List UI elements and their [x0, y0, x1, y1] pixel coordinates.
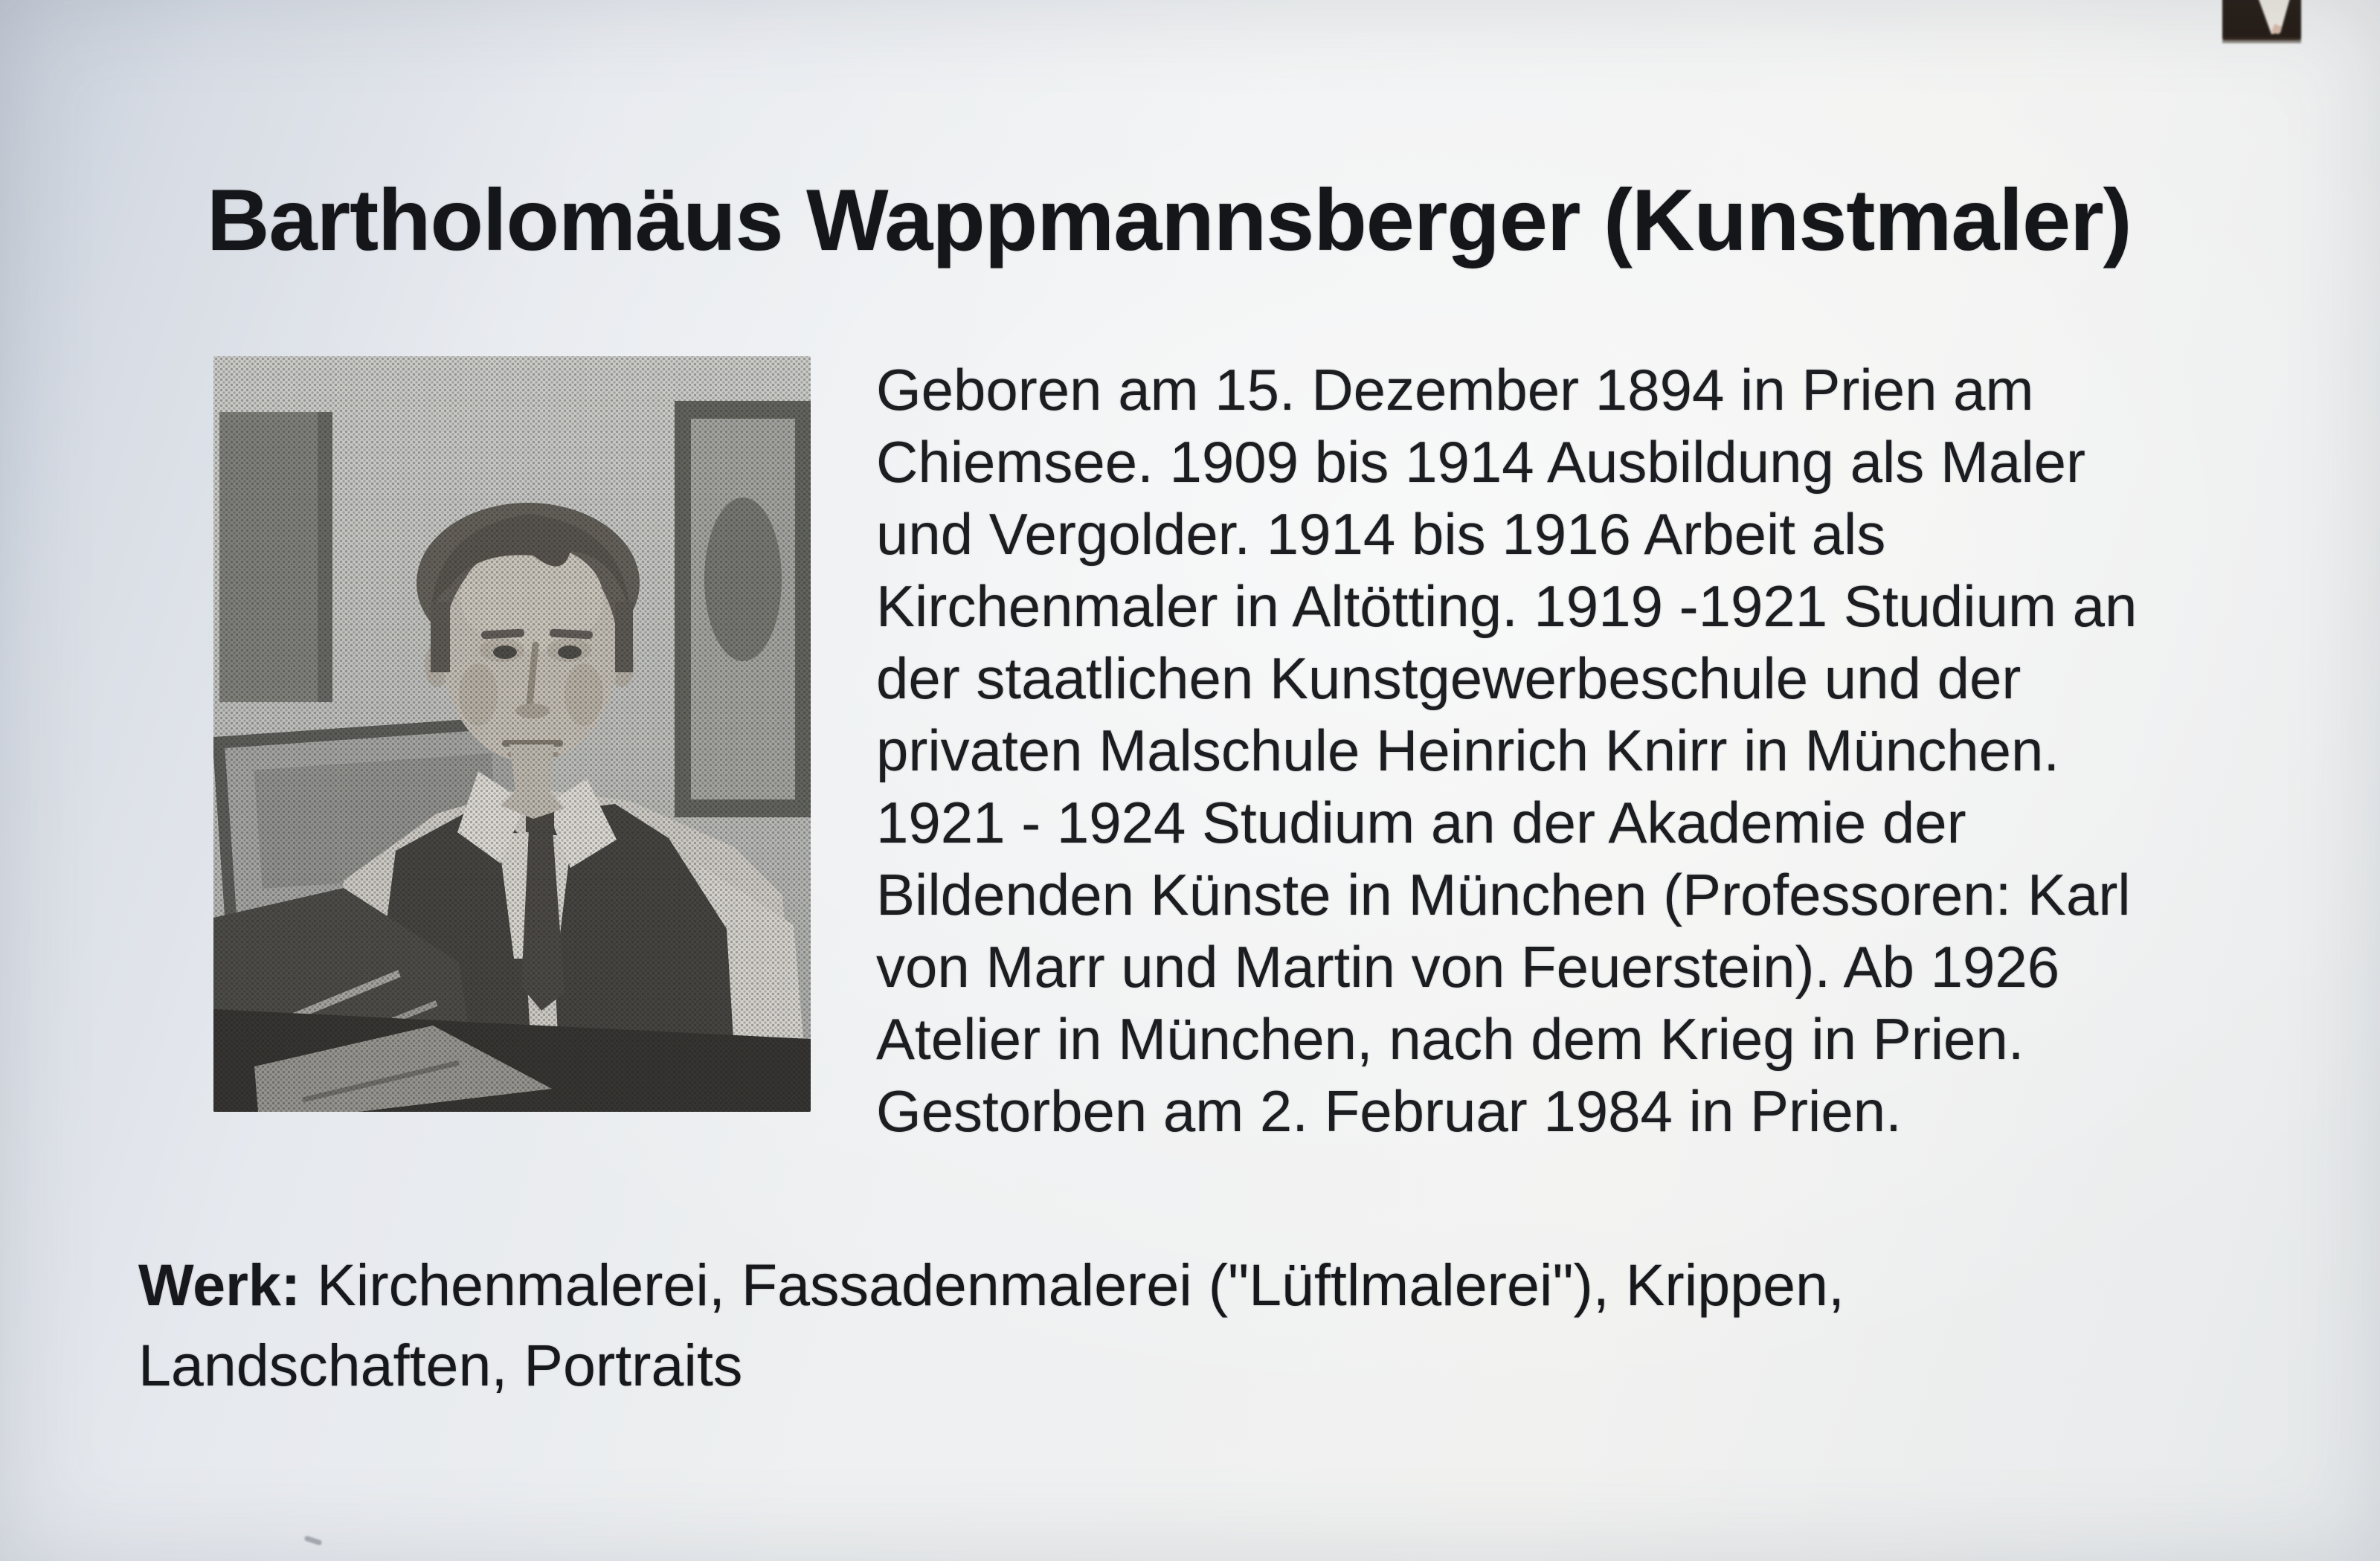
bio-line: Atelier in München, nach dem Krieg in Prien. — [876, 1006, 2024, 1072]
bio-line: von Marr und Martin von Feuerstein). Ab 1926 — [876, 934, 2060, 1000]
page-title: Bartholomäus Wappmannsberger (Kunstmaler) — [207, 171, 2132, 268]
frame-corner-shape — [2222, 0, 2301, 43]
biography-text — [876, 354, 2137, 1148]
bio-line: und Vergolder. 1914 bis 1916 Arbeit als — [876, 501, 1886, 567]
bio-line: Geboren am 15. Dezember 1894 in Prien am — [876, 357, 2034, 422]
bio-line: 1921 - 1924 Studium an der Akademie der — [876, 790, 1966, 855]
portrait-photo — [213, 356, 811, 1112]
bio-line: Chiemsee. 1909 bis 1914 Ausbildung als Maler — [876, 429, 2086, 495]
portrait-illustration — [213, 356, 811, 1112]
frame-corner-icon — [2222, 0, 2301, 43]
werk-line-1-text: Kirchenmalerei, Fassadenmalerei ("Lüftlmalerei"), Krippen, — [317, 1252, 1844, 1318]
bio-line: Bildenden Künste in München (Professoren: Karl — [876, 862, 2131, 927]
werk-line-2: Landschaften, Portraits — [138, 1332, 743, 1398]
werk-section — [138, 1245, 1844, 1406]
bio-line: privaten Malschule Heinrich Knirr in München. — [876, 718, 2060, 783]
werk-label: Werk: — [138, 1252, 301, 1318]
werk-line-1 — [138, 1245, 1844, 1325]
bio-line: Gestorben am 2. Februar 1984 in Prien. — [876, 1078, 1902, 1144]
bio-line: Kirchenmaler in Altötting. 1919 -1921 Studium an — [876, 573, 2138, 639]
paper-speck — [304, 1535, 323, 1545]
background-window — [219, 412, 331, 702]
bio-line: der staatlichen Kunstgewerbeschule und der — [876, 646, 2022, 711]
